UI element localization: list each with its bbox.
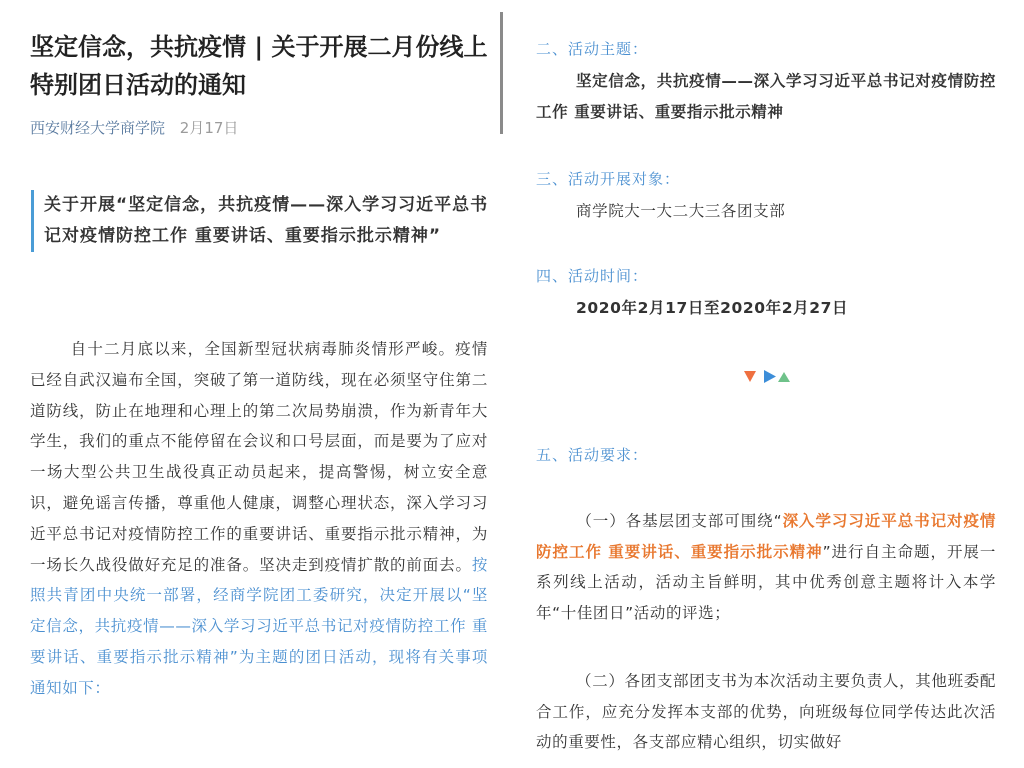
- requirement-item-1: [536, 506, 996, 628]
- requirement-1-rest: ”进行自主命题，开展一系列线上活动，活动主旨鲜明，其中优秀创意主题将计入本学年“十佳团日”活动的评选；: [536, 542, 996, 622]
- publish-date: 2月17日: [179, 119, 239, 137]
- intro-text: 自十二月底以来，全国新型冠状病毒肺炎情形严峻。疫情已经自武汉遍布全国，突破了第一道防线，现在必须坚守住第二道防线，防止在地理和心理上的第二次局势崩溃，作为新青年大学生，我们的重点不能停留在会议和口号层面，而是要为了应对一场大型公共卫生战役真正动员起来，提高警惕，树立安全意识，避免谣言传播，尊重他人健康，调整心理状态，深入学习习近平总书记对疫情防控工作的重要讲话、重要指示批示精神，为一场长久战役做好充足的准备。坚决走到疫情扩散的前面去。: [30, 340, 488, 574]
- requirement-item-2: [536, 666, 996, 758]
- section-theme-content: 坚定信念，共抗疫情——深入学习习近平总书记对疫情防控工作 重要讲话、重要指示批示精神: [536, 72, 996, 121]
- account-name-link[interactable]: 西安财经大学商学院: [30, 119, 166, 137]
- requirement-1-lead: （一）各基层团支部可围绕“: [576, 512, 783, 530]
- requirement-2-text: （二）各团支部团支书为本次活动主要负责人，其他班委配合工作，应充分发挥本支部的优势，向班级每位同学传达此次活动的重要性，各支部应精心组织，切实做好: [536, 672, 996, 752]
- page-divider: [500, 12, 503, 134]
- intro-paragraph: [30, 334, 488, 704]
- section-time-heading: 四、活动时间：: [536, 267, 649, 285]
- up-triangle-icon: [778, 372, 790, 382]
- requirement-1-highlight: 深入学习习近平总书记对疫情防控工作 重要讲话、重要指示批示精神: [536, 512, 996, 561]
- quote-block: 关于开展“坚定信念，共抗疫情——深入学习习近平总书记对疫情防控工作 重要讲话、重要指示批示精神”: [31, 190, 489, 252]
- right-triangle-icon: [764, 370, 776, 383]
- section-target-heading: 三、活动开展对象：: [536, 170, 681, 188]
- decorative-triangles: [744, 370, 796, 384]
- article-meta: [30, 117, 238, 139]
- down-triangle-icon: [744, 371, 756, 382]
- section-target-content: 商学院大一大二大三各团支部: [576, 202, 786, 220]
- section-theme-heading: 二、活动主题：: [536, 40, 649, 58]
- section-requirements-heading: 五、活动要求：: [536, 446, 649, 464]
- section-time-content: 2020年2月17日至2020年2月27日: [576, 299, 849, 317]
- intro-highlight-text: 按照共青团中央统一部署，经商学院团工委研究，决定开展以“坚定信念，共抗疫情——深入学习习近平总书记对疫情防控工作 重要讲话、重要指示批示精神”为主题的团日活动，现将有关事项通知如下：: [30, 555, 488, 697]
- article-title: 坚定信念，共抗疫情 | 关于开展二月份线上特别团日活动的通知: [30, 33, 488, 99]
- left-page: [0, 0, 505, 768]
